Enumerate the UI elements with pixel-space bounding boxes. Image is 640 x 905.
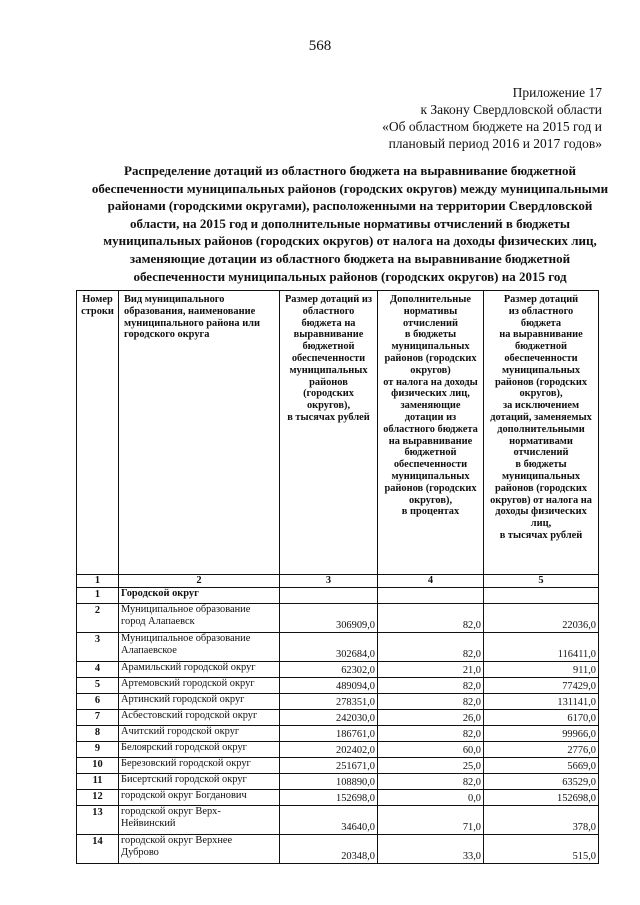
- header-line: округов),: [519, 388, 563, 400]
- empty-cell: [484, 588, 599, 604]
- header-line: дотаций, заменяемых: [490, 411, 592, 423]
- row-number: 11: [77, 774, 119, 790]
- title-line: муниципальных районов (городских округов) от налога на доходы физических лиц,: [103, 233, 597, 249]
- subsidy-amount: 20348,0: [280, 835, 378, 864]
- header-line: обеспеченности: [291, 352, 366, 364]
- header-line: в бюджеты: [404, 329, 457, 341]
- table-row: [77, 678, 599, 694]
- subsidy-amount: 202402,0: [280, 742, 378, 758]
- header-line: областного: [302, 305, 355, 317]
- municipality-name-line: Муниципальное образование: [121, 604, 251, 615]
- header-line: бюджетной: [404, 447, 457, 459]
- group-name: Городской округ: [119, 588, 280, 604]
- remaining-subsidy: 2776,0: [484, 742, 599, 758]
- municipality-name-line: Артемовский городской округ: [121, 678, 255, 689]
- column-number: 2: [119, 575, 280, 588]
- remaining-subsidy: 22036,0: [484, 604, 599, 633]
- header-line: Дополнительные: [390, 294, 471, 305]
- header-subsidy-amount: [280, 291, 378, 575]
- municipality-name-line: Артинский городской округ: [121, 694, 245, 705]
- appendix-line: плановый период 2016 и 2017 годов»: [388, 136, 602, 151]
- municipality-name: [119, 758, 280, 774]
- header-line: в тысячах рублей: [287, 411, 370, 423]
- document-title: [80, 162, 620, 285]
- header-line: отчислений: [402, 317, 459, 329]
- municipality-name: [119, 678, 280, 694]
- remaining-subsidy: 63529,0: [484, 774, 599, 790]
- row-number: 9: [77, 742, 119, 758]
- municipality-name-line: город Алапаевск: [121, 615, 195, 627]
- municipality-name: [119, 835, 280, 864]
- table-row: [77, 758, 599, 774]
- appendix-line: «Об областном бюджете на 2015 год и: [382, 119, 602, 134]
- subsidy-amount: 251671,0: [280, 758, 378, 774]
- header-line: доходы физических: [495, 506, 587, 518]
- municipality-name: [119, 790, 280, 806]
- municipality-name-line: Дуброво: [121, 846, 159, 858]
- header-line: в тысячах рублей: [499, 529, 583, 541]
- additional-norm: 0,0: [378, 790, 484, 806]
- remaining-subsidy: 152698,0: [484, 790, 599, 806]
- municipality-name: [119, 806, 280, 835]
- header-line: выравнивание: [293, 329, 364, 341]
- municipality-name-line: Алапаевское: [121, 644, 177, 656]
- page-number: 568: [308, 38, 332, 54]
- header-municipality: [119, 291, 280, 575]
- row-number: 5: [77, 678, 119, 694]
- title-line: Распределение дотаций из областного бюджета на выравнивание бюджетной: [124, 163, 576, 178]
- header-line: округов): [410, 364, 451, 376]
- table-row: [77, 726, 599, 742]
- row-number: 1: [77, 588, 119, 604]
- header-line: Размер дотаций из: [284, 294, 373, 305]
- header-line: лиц,: [530, 518, 552, 530]
- table-row: [77, 835, 599, 864]
- municipality-name: [119, 742, 280, 758]
- title-line: районами (городскими округами), расположенными на территории Свердловской: [107, 198, 593, 214]
- header-line: муниципальных: [289, 364, 368, 376]
- header-line: Вид муниципального: [124, 294, 225, 305]
- header-additional-norms: [378, 291, 484, 575]
- table-row: [77, 710, 599, 726]
- additional-norm: 71,0: [378, 806, 484, 835]
- additional-norm: 33,0: [378, 835, 484, 864]
- header-line: муниципальных: [391, 341, 470, 353]
- row-number: 6: [77, 694, 119, 710]
- row-number: 8: [77, 726, 119, 742]
- header-line: городского округа: [124, 329, 210, 341]
- row-number: 7: [77, 710, 119, 726]
- appendix-line: Приложение 17: [512, 85, 602, 100]
- empty-cell: [378, 588, 484, 604]
- table-row: [77, 633, 599, 662]
- row-number: 3: [77, 633, 119, 662]
- subsidy-amount: 152698,0: [280, 790, 378, 806]
- row-number: 10: [77, 758, 119, 774]
- additional-norm: 82,0: [378, 604, 484, 633]
- column-number: 4: [378, 575, 484, 588]
- subsidy-table: [76, 290, 599, 864]
- subsidy-amount: 186761,0: [280, 726, 378, 742]
- header-line: районов: [309, 376, 348, 388]
- title-line: заменяющие дотации из областного бюджета на выравнивание бюджетной: [129, 250, 571, 266]
- subsidy-amount: 242030,0: [280, 710, 378, 726]
- subsidy-amount: 62302,0: [280, 662, 378, 678]
- subsidy-amount: 278351,0: [280, 694, 378, 710]
- municipality-name-line: Асбестовский городской округ: [121, 710, 258, 721]
- table-row: [77, 604, 599, 633]
- header-line: районов (городских: [384, 352, 477, 364]
- title-line: обеспеченности муниципальных районов (городских округов) между муниципальными: [91, 180, 609, 196]
- municipality-name: [119, 604, 280, 633]
- remaining-subsidy: 378,0: [484, 806, 599, 835]
- header-line: районов (городских: [494, 482, 588, 494]
- municipality-name-line: Белоярский городской округ: [121, 742, 247, 753]
- header-line: округов),: [306, 400, 351, 412]
- header-line: в бюджеты: [515, 459, 567, 471]
- remaining-subsidy: 131141,0: [484, 694, 599, 710]
- row-number: 14: [77, 835, 119, 864]
- header-line: районов (городских: [384, 482, 477, 494]
- header-line: на выравнивание: [388, 435, 473, 447]
- header-line: обеспеченности: [504, 352, 578, 364]
- column-number: 5: [484, 575, 599, 588]
- municipality-name: [119, 774, 280, 790]
- header-line: областного бюджета: [383, 423, 478, 435]
- table-row: [77, 790, 599, 806]
- appendix-line: к Закону Свердловской области: [420, 102, 602, 117]
- header-line: образования, наименование: [124, 305, 256, 317]
- table-row: [77, 774, 599, 790]
- column-number: 3: [280, 575, 378, 588]
- subsidy-amount: 34640,0: [280, 806, 378, 835]
- remaining-subsidy: 911,0: [484, 662, 599, 678]
- header-line: отчислений: [513, 447, 569, 459]
- subsidy-amount: 302684,0: [280, 633, 378, 662]
- additional-norm: 82,0: [378, 774, 484, 790]
- header-line: (городских: [303, 388, 354, 400]
- remaining-subsidy: 515,0: [484, 835, 599, 864]
- additional-norm: 60,0: [378, 742, 484, 758]
- remaining-subsidy: 116411,0: [484, 633, 599, 662]
- table-row: [77, 694, 599, 710]
- municipality-name-line: Арамильский городской округ: [121, 662, 256, 673]
- municipality-name: [119, 726, 280, 742]
- header-line: Размер дотаций: [503, 294, 579, 305]
- header-line: нормативы: [403, 305, 458, 317]
- header-line: в процентах: [401, 506, 460, 518]
- municipality-name-line: Березовский городской округ: [121, 758, 251, 769]
- remaining-subsidy: 77429,0: [484, 678, 599, 694]
- column-number-row: [77, 575, 599, 588]
- municipality-name-line: городской округ Верх-: [121, 806, 221, 817]
- municipality-name-line: Нейвинский: [121, 817, 176, 829]
- additional-norm: 82,0: [378, 633, 484, 662]
- header-line: бюджетной: [302, 341, 355, 353]
- title-line: области, на 2015 год и дополнительные нормативы отчислений в бюджеты: [130, 215, 570, 231]
- municipality-name: [119, 633, 280, 662]
- additional-norm: 82,0: [378, 694, 484, 710]
- municipality-name: [119, 694, 280, 710]
- header-line: нормативами: [509, 435, 573, 447]
- header-line: за исключением: [502, 400, 580, 412]
- header-line: муниципальных: [391, 470, 470, 482]
- header-line: округов),: [408, 494, 453, 506]
- row-number: 13: [77, 806, 119, 835]
- header-line: бюджетной: [514, 341, 568, 353]
- column-number: 1: [77, 575, 119, 588]
- municipality-name-line: Муниципальное образование: [121, 633, 251, 644]
- additional-norm: 21,0: [378, 662, 484, 678]
- group-row: [77, 588, 599, 604]
- empty-cell: [280, 588, 378, 604]
- municipality-name: [119, 710, 280, 726]
- subsidy-amount: 306909,0: [280, 604, 378, 633]
- header-line: Номер: [82, 294, 113, 305]
- remaining-subsidy: 6170,0: [484, 710, 599, 726]
- header-line: физических лиц,: [391, 388, 470, 400]
- header-line: из областного: [508, 305, 574, 317]
- additional-norm: 26,0: [378, 710, 484, 726]
- additional-norm: 25,0: [378, 758, 484, 774]
- header-line: муниципальных: [501, 364, 581, 376]
- table-row: [77, 806, 599, 835]
- header-row-number: [77, 291, 119, 575]
- table-row: [77, 662, 599, 678]
- subsidy-amount: 108890,0: [280, 774, 378, 790]
- header-line: на выравнивание: [499, 329, 583, 341]
- subsidy-amount: 489094,0: [280, 678, 378, 694]
- municipality-name-line: Бисертский городской округ: [121, 774, 247, 785]
- header-remaining-subsidy: [484, 291, 599, 575]
- table-header-row: [77, 291, 599, 575]
- remaining-subsidy: 5669,0: [484, 758, 599, 774]
- appendix-reference: [342, 84, 602, 152]
- row-number: 2: [77, 604, 119, 633]
- table-row: [77, 742, 599, 758]
- municipality-name-line: Ачитский городской округ: [121, 726, 240, 737]
- row-number: 12: [77, 790, 119, 806]
- header-line: округов) от налога на: [490, 494, 592, 506]
- header-line: муниципального района или: [124, 317, 260, 329]
- header-line: заменяющие: [400, 400, 461, 412]
- municipality-name-line: городской округ Богданович: [121, 790, 247, 801]
- remaining-subsidy: 99966,0: [484, 726, 599, 742]
- header-line: строки: [81, 305, 114, 317]
- header-line: дополнительными: [497, 423, 585, 435]
- header-line: муниципальных: [501, 470, 581, 482]
- title-line: обеспеченности муниципальных районов (городских округов) на 2015 год: [133, 268, 567, 284]
- additional-norm: 82,0: [378, 726, 484, 742]
- header-line: обеспеченности: [393, 459, 468, 471]
- header-line: от налога на доходы: [383, 376, 478, 388]
- header-line: бюджета на: [301, 317, 356, 329]
- municipality-name-line: городской округ Верхнее: [121, 835, 233, 846]
- header-line: районов (городских: [494, 376, 588, 388]
- header-line: дотации из: [404, 411, 457, 423]
- additional-norm: 82,0: [378, 678, 484, 694]
- header-line: бюджета: [520, 317, 562, 329]
- row-number: 4: [77, 662, 119, 678]
- municipality-name: [119, 662, 280, 678]
